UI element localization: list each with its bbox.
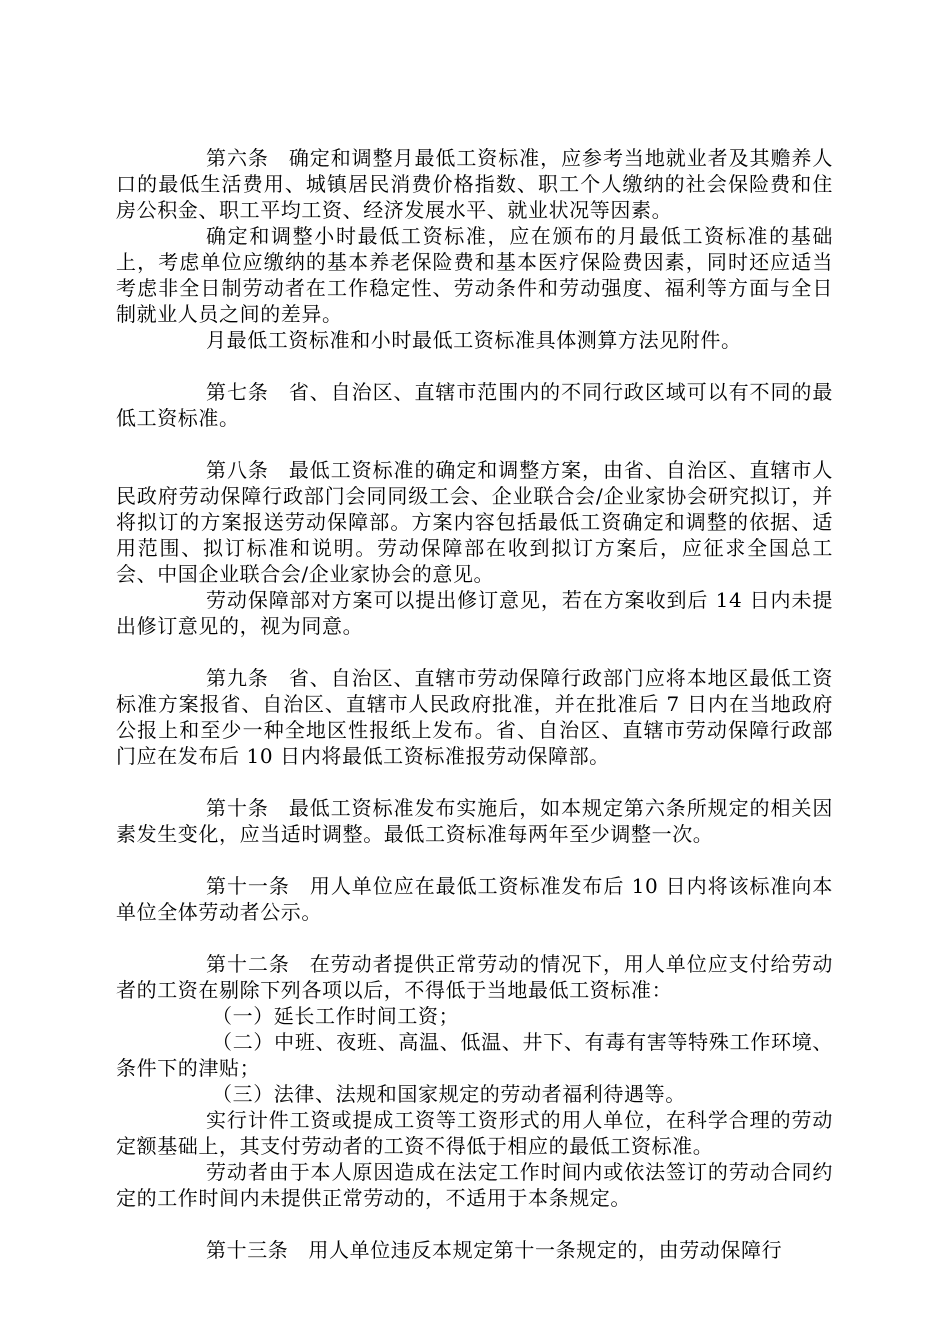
article-13-paragraph-1: [116, 1237, 833, 1263]
document-body: [116, 145, 833, 1263]
article-12-item-2: （二）中班、夜班、高温、低温、井下、有毒有害等特殊工作环境、条件下的津贴；: [116, 1030, 833, 1080]
article-10-paragraph-1: [116, 795, 833, 847]
article-8-heading: 第八条: [206, 458, 269, 482]
article-12-heading: 第十二条: [206, 952, 290, 976]
article-6-paragraph-3: 月最低工资标准和小时最低工资标准具体测算方法见附件。: [206, 328, 742, 352]
article-10-heading: 第十条: [206, 796, 269, 820]
article-9-paragraph-1: [116, 665, 833, 769]
article-6-text-1: 确定和调整月最低工资标准，应参考当地就业者及其赡养人口的最低生活费用、城镇居民消费价格指数、职工个人缴纳的社会保险费和住房公积金、职工平均工资、经济发展水平、就业状况等因素。: [116, 146, 833, 222]
article-7: [116, 379, 833, 431]
article-7-paragraph-1: [116, 379, 833, 431]
article-12-paragraph-1: [116, 951, 833, 1003]
article-13: [116, 1237, 833, 1263]
article-11-text-1: 用人单位应在最低工资标准发布后 10 日内将该标准向本单位全体劳动者公示。: [116, 874, 833, 924]
article-7-heading: 第七条: [206, 380, 269, 404]
article-8-paragraph-1: [116, 457, 833, 587]
article-10-text-1: 最低工资标准发布实施后，如本规定第六条所规定的相关因素发生变化，应当适时调整。最低工资标准每两年至少调整一次。: [116, 796, 833, 846]
article-9-heading: 第九条: [206, 666, 269, 690]
article-12-item-3: （三）法律、法规和国家规定的劳动者福利待遇等。: [212, 1082, 686, 1106]
article-13-text-1: 用人单位违反本规定第十一条规定的，由劳动保障行: [308, 1238, 783, 1262]
article-8: [116, 457, 833, 639]
article-8-text-1: 最低工资标准的确定和调整方案，由省、自治区、直辖市人民政府劳动保障行政部门会同同级工会、企业联合会/企业家协会研究拟订，并将拟订的方案报送劳动保障部。方案内容包括最低工资确定和调整的依据、适用范围、拟订标准和说明。劳动保障部在收到拟订方案后，应征求全国总工会、中国企业联合会/企业家协会的意见。: [116, 458, 833, 586]
article-12-paragraph-2: 实行计件工资或提成工资等工资形式的用人单位，在科学合理的劳动定额基础上，其支付劳动者的工资不得低于相应的最低工资标准。: [116, 1108, 833, 1158]
article-9-text-1: 省、自治区、直辖市劳动保障行政部门应将本地区最低工资标准方案报省、自治区、直辖市人民政府批准，并在批准后 7 日内在当地政府公报上和至少一种全地区性报纸上发布。省、自治区、直辖市劳动保障行政部门应在发布后 10 日内将最低工资标准报劳动保障部。: [116, 666, 833, 768]
article-12-paragraph-3: 劳动者由于本人原因造成在法定工作时间内或依法签订的劳动合同约定的工作时间内未提供正常劳动的，不适用于本条规定。: [116, 1160, 833, 1210]
article-10: [116, 795, 833, 847]
article-6-paragraph-1: [116, 145, 833, 223]
article-8-paragraph-2: 劳动保障部对方案可以提出修订意见，若在方案收到后 14 日内未提出修订意见的，视为同意。: [116, 588, 833, 638]
article-13-heading: 第十三条: [206, 1238, 289, 1262]
article-9: [116, 665, 833, 769]
article-6-heading: 第六条: [206, 146, 269, 170]
article-12-item-1: （一）延长工作时间工资；: [212, 1004, 460, 1028]
article-12: [116, 951, 833, 1211]
article-11-heading: 第十一条: [206, 874, 290, 898]
article-11: [116, 873, 833, 925]
article-12-text-1: 在劳动者提供正常劳动的情况下，用人单位应支付给劳动者的工资在剔除下列各项以后，不得低于当地最低工资标准：: [116, 952, 834, 1002]
article-6-paragraph-2: 确定和调整小时最低工资标准，应在颁布的月最低工资标准的基础上，考虑单位应缴纳的基本养老保险费和基本医疗保险费因素，同时还应适当考虑非全日制劳动者在工作稳定性、劳动条件和劳动强度、福利等方面与全日制就业人员之间的差异。: [116, 224, 833, 326]
article-7-text-1: 省、自治区、直辖市范围内的不同行政区域可以有不同的最低工资标准。: [116, 380, 833, 430]
article-6: [116, 145, 833, 353]
article-11-paragraph-1: [116, 873, 833, 925]
